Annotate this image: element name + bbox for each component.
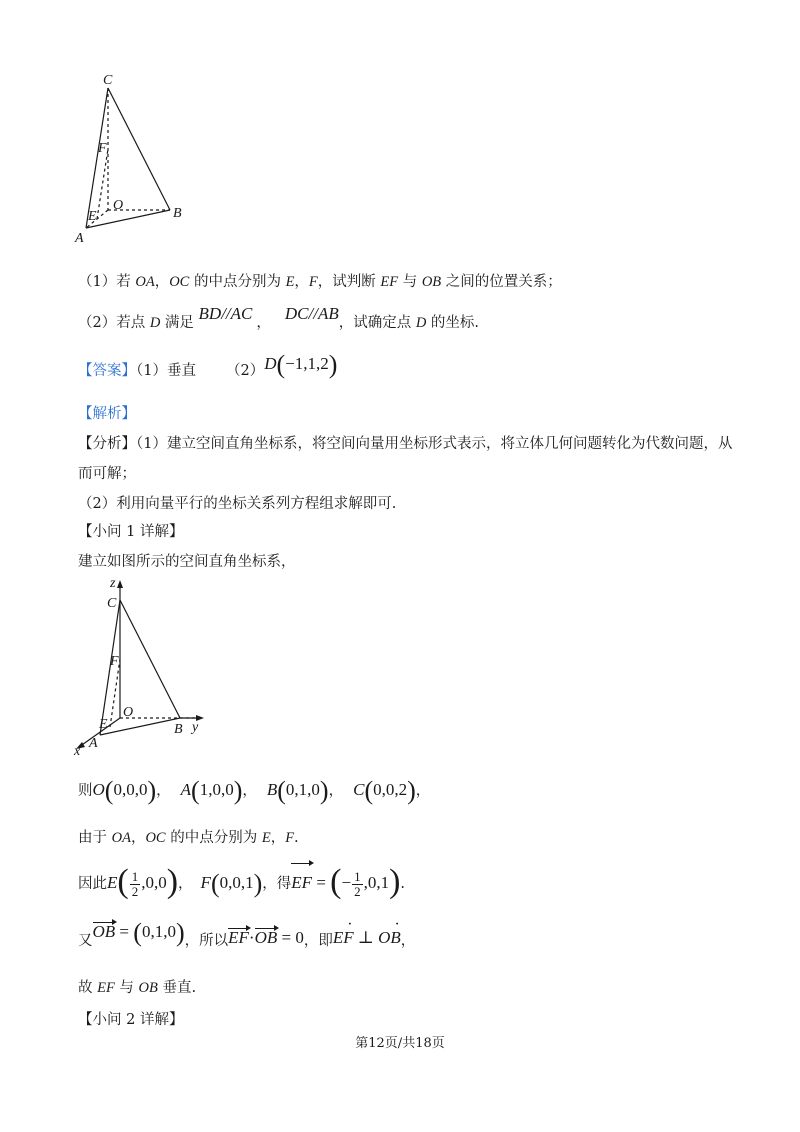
label-f: F	[110, 654, 119, 669]
label-a: A	[89, 736, 98, 751]
perpendicular-line: 又OB = (0,1,0)，所以EF·OB = 0，即EF · ⊥ OB ·，	[78, 930, 415, 951]
answer-line: 【答案】（1）垂直 （2）D(−1,1,2)	[78, 350, 338, 379]
analysis-tag: 【解析】	[78, 406, 136, 422]
sub1-tag: 【小问 1 详解】	[78, 524, 184, 540]
therefore-line: 因此E( $\frac{1}{2}$ ,0,0)， F(0,0,1)，得EF = (− $\frac{1}{2}$ ,0,1).	[78, 862, 405, 904]
label-b: B	[173, 206, 182, 221]
label-o: O	[113, 198, 124, 213]
tetrahedron-figure	[70, 70, 210, 250]
fenxi-line-3: （2）利用向量平行的坐标关系列方程组求解即可.	[78, 496, 397, 512]
label-c: C	[103, 73, 113, 88]
coordinates-line: 则O(0,0,0)， A(1,0,0)， B(0,1,0)， C(0,0,2)，	[78, 776, 431, 805]
page-footer: 第12页/共18页	[355, 1036, 445, 1051]
label-a: A	[75, 231, 84, 246]
axis-label-z: z	[110, 576, 116, 591]
label-e: E	[99, 717, 108, 732]
answer-tag: 【答案】	[78, 363, 136, 379]
label-b: B	[174, 722, 183, 737]
fenxi-line-1: 【分析】（1）建立空间直角坐标系，将空间向量用坐标形式表示，将立体几何问题转化为代数问题，从	[78, 436, 733, 452]
label-f: F	[98, 141, 107, 156]
midpoint-line: 由于 OA，OC 的中点分别为 E，F.	[78, 830, 299, 846]
conclusion-line: 故 EF 与 OB 垂直.	[78, 980, 197, 996]
axis-label-y: y	[192, 720, 199, 735]
sub2-tag: 【小问 2 详解】	[78, 1012, 184, 1028]
question-2: （2）若点 D 满足 BD//AC ， DC//AB，试确定点 D 的坐标.	[78, 304, 480, 331]
label-c: C	[107, 596, 117, 611]
axis-label-x: x	[74, 744, 81, 755]
sub1-line-1: 建立如图所示的空间直角坐标系，	[78, 554, 296, 570]
label-o: O	[123, 705, 134, 720]
coordinate-figure	[70, 575, 220, 755]
question-1: （1）若 OA，OC 的中点分别为 E，F，试判断 EF 与 OB 之间的位置关系；	[78, 274, 562, 290]
fenxi-line-2: 而可解；	[78, 466, 136, 482]
label-e: E	[88, 209, 97, 224]
